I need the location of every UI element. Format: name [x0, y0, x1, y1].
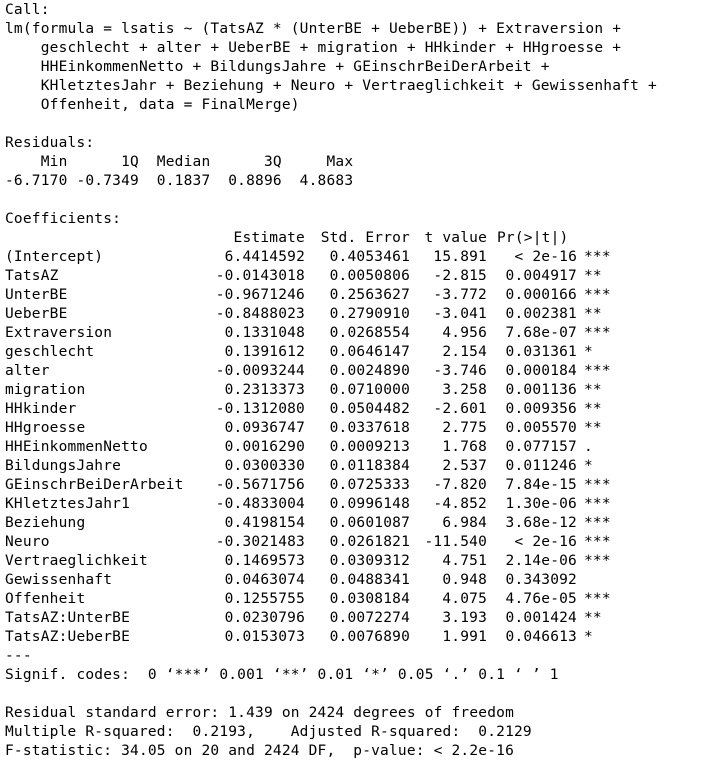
call-line: lm(formula = lsatis ~ (TatsAZ * (UnterBE + UeberBE)) + Extraversion + — [5, 21, 622, 37]
coef-estimate: 0.1469573 — [224, 553, 305, 569]
coef-p-value: 0.002381 — [505, 306, 577, 322]
table-row — [0, 514, 723, 533]
coef-std-error: 0.2790910 — [329, 306, 410, 322]
coef-std-error: 0.0725333 — [329, 477, 410, 493]
coef-estimate: 0.0016290 — [224, 439, 305, 455]
col-std-error: Std. Error — [320, 230, 410, 246]
coef-name: HHEinkommenNetto — [5, 439, 148, 455]
table-row — [0, 533, 723, 552]
call-line: geschlecht + alter + UeberBE + migration + HHkinder + HHgroesse + — [5, 40, 622, 56]
coef-t-value: -4.852 — [433, 496, 487, 512]
coef-signif: * — [584, 344, 593, 360]
coef-signif: *** — [584, 591, 611, 607]
coef-estimate: -0.1312080 — [215, 401, 305, 417]
coef-estimate: 0.1331048 — [224, 325, 305, 341]
coef-name: Gewissenhaft — [5, 572, 113, 588]
residuals-header: Min 1Q Median 3Q Max — [5, 154, 363, 170]
table-row — [0, 476, 723, 495]
coef-name: Beziehung — [5, 515, 86, 531]
coef-t-value: 0.948 — [442, 572, 487, 588]
table-row — [0, 419, 723, 438]
coef-signif: *** — [584, 287, 611, 303]
coef-estimate: 0.1391612 — [224, 344, 305, 360]
coef-t-value: -3.041 — [433, 306, 487, 322]
coef-p-value: 0.343092 — [505, 572, 577, 588]
coef-estimate: -0.3021483 — [215, 534, 305, 550]
coef-p-value: 0.011246 — [505, 458, 577, 474]
separator: --- — [5, 648, 32, 664]
coef-p-value: 0.000166 — [505, 287, 577, 303]
table-row — [0, 609, 723, 628]
coef-std-error: 0.0309312 — [329, 553, 410, 569]
coef-t-value: 4.956 — [442, 325, 487, 341]
coef-name: Offenheit — [5, 591, 86, 607]
coef-p-value: 0.000184 — [505, 363, 577, 379]
coef-signif: * — [584, 458, 593, 474]
table-row — [0, 571, 723, 590]
coef-std-error: 0.0504482 — [329, 401, 410, 417]
coef-std-error: 0.0308184 — [329, 591, 410, 607]
coef-p-value: 0.046613 — [505, 629, 577, 645]
coef-estimate: -0.8488023 — [215, 306, 305, 322]
coef-p-value: 0.031361 — [505, 344, 577, 360]
table-row — [0, 590, 723, 609]
coef-name: TatsAZ:UeberBE — [5, 629, 131, 645]
coef-t-value: 3.193 — [442, 610, 487, 626]
coef-signif: *** — [584, 477, 611, 493]
coef-t-value: -3.746 — [433, 363, 487, 379]
coef-signif: ** — [584, 382, 602, 398]
coef-std-error: 0.0710000 — [329, 382, 410, 398]
f-statistic: F-statistic: 34.05 on 20 and 2424 DF, p-value: < 2.2e-16 — [5, 743, 514, 759]
coef-t-value: 3.258 — [442, 382, 487, 398]
coef-p-value: 7.68e-07 — [505, 325, 577, 341]
table-row — [0, 495, 723, 514]
coef-std-error: 0.0337618 — [329, 420, 410, 436]
coef-signif: *** — [584, 553, 611, 569]
coef-signif: ** — [584, 268, 602, 284]
coef-name: TatsAZ:UnterBE — [5, 610, 131, 626]
coef-name: Neuro — [5, 534, 50, 550]
coef-name: KHletztesJahr1 — [5, 496, 131, 512]
coef-t-value: -2.601 — [433, 401, 487, 417]
coef-t-value: 6.984 — [442, 515, 487, 531]
coef-estimate: 0.4198154 — [224, 515, 305, 531]
coef-p-value: 0.005570 — [505, 420, 577, 436]
table-row — [0, 286, 723, 305]
coef-t-value: -3.772 — [433, 287, 487, 303]
coef-t-value: 2.154 — [442, 344, 487, 360]
coef-p-value: 3.68e-12 — [505, 515, 577, 531]
col-estimate: Estimate — [233, 230, 305, 246]
coef-std-error: 0.0488341 — [329, 572, 410, 588]
coef-name: UeberBE — [5, 306, 68, 322]
coef-signif: ** — [584, 420, 602, 436]
coef-std-error: 0.0024890 — [329, 363, 410, 379]
coef-t-value: 4.075 — [442, 591, 487, 607]
coefficients-label: Coefficients: — [5, 211, 122, 227]
coef-name: TatsAZ — [5, 268, 59, 284]
coef-signif — [584, 571, 624, 590]
coef-signif: * — [584, 629, 593, 645]
coef-signif: *** — [584, 515, 611, 531]
coef-estimate: -0.9671246 — [215, 287, 305, 303]
coef-std-error: 0.4053461 — [329, 249, 410, 265]
coef-name: UnterBE — [5, 287, 68, 303]
coef-t-value: 2.537 — [442, 458, 487, 474]
table-row — [0, 457, 723, 476]
coef-signif: *** — [584, 363, 611, 379]
coef-signif: ** — [584, 401, 602, 417]
coef-estimate: 0.1255755 — [224, 591, 305, 607]
signif-codes: Signif. codes: 0 ‘***’ 0.001 ‘**’ 0.01 ‘*’ 0.05 ‘.’ 0.1 ‘ ’ 1 — [5, 667, 559, 683]
coef-estimate: -0.4833004 — [215, 496, 305, 512]
coef-signif: . — [584, 439, 593, 455]
coef-estimate: 0.0463074 — [224, 572, 305, 588]
coef-std-error: 0.2563627 — [329, 287, 410, 303]
coef-std-error: 0.0072274 — [329, 610, 410, 626]
coef-name: (Intercept) — [5, 249, 104, 265]
coef-name: Vertraeglichkeit — [5, 553, 148, 569]
coef-p-value: 0.001424 — [505, 610, 577, 626]
call-label: Call: — [5, 2, 50, 18]
coef-estimate: 0.0153073 — [224, 629, 305, 645]
coef-std-error: 0.0268554 — [329, 325, 410, 341]
coef-p-value: 0.009356 — [505, 401, 577, 417]
coef-p-value: 4.76e-05 — [505, 591, 577, 607]
coef-std-error: 0.0601087 — [329, 515, 410, 531]
coef-name: alter — [5, 363, 50, 379]
coef-t-value: 4.751 — [442, 553, 487, 569]
coef-std-error: 0.0261821 — [329, 534, 410, 550]
coef-t-value: -11.540 — [424, 534, 487, 550]
coef-estimate: 0.2313373 — [224, 382, 305, 398]
table-row — [0, 343, 723, 362]
table-row — [0, 628, 723, 647]
table-row — [0, 267, 723, 286]
coef-estimate: -0.0143018 — [215, 268, 305, 284]
coef-estimate: 0.0300330 — [224, 458, 305, 474]
call-line: KHletztesJahr + Beziehung + Neuro + Vertraeglichkeit + Gewissenhaft + — [5, 78, 657, 94]
table-row — [0, 400, 723, 419]
coef-std-error: 0.0996148 — [329, 496, 410, 512]
coef-name: BildungsJahre — [5, 458, 122, 474]
coef-p-value: < 2e-16 — [514, 534, 577, 550]
coef-std-error: 0.0009213 — [329, 439, 410, 455]
coef-t-value: -7.820 — [433, 477, 487, 493]
coef-estimate: -0.0093244 — [215, 363, 305, 379]
coef-p-value: 1.30e-06 — [505, 496, 577, 512]
coef-t-value: 15.891 — [433, 249, 487, 265]
coef-p-value: 0.001136 — [505, 382, 577, 398]
coef-signif: *** — [584, 325, 611, 341]
col-t-value: t value — [424, 230, 487, 246]
coef-t-value: -2.815 — [433, 268, 487, 284]
coef-p-value: < 2e-16 — [514, 249, 577, 265]
r-squared: Multiple R-squared: 0.2193, Adjusted R-squared: 0.2129 — [5, 724, 541, 740]
coef-name: geschlecht — [5, 344, 95, 360]
coef-estimate: 6.4414592 — [224, 249, 305, 265]
coef-p-value: 7.84e-15 — [505, 477, 577, 493]
table-row — [0, 381, 723, 400]
coef-std-error: 0.0076890 — [329, 629, 410, 645]
coef-std-error: 0.0050806 — [329, 268, 410, 284]
call-line: Offenheit, data = FinalMerge) — [5, 97, 300, 113]
table-row — [0, 305, 723, 324]
coef-std-error: 0.0118384 — [329, 458, 410, 474]
coef-estimate: 0.0936747 — [224, 420, 305, 436]
call-line: HHEinkommenNetto + BildungsJahre + GEinschrBeiDerArbeit + — [5, 59, 550, 75]
coef-signif: ** — [584, 610, 602, 626]
coef-estimate: -0.5671756 — [215, 477, 305, 493]
table-row — [0, 324, 723, 343]
coef-name: HHgroesse — [5, 420, 86, 436]
coef-t-value: 1.768 — [442, 439, 487, 455]
col-p-value: Pr(>|t|) — [497, 230, 569, 246]
coef-signif: *** — [584, 496, 611, 512]
table-row — [0, 552, 723, 571]
coef-p-value: 0.077157 — [505, 439, 577, 455]
coef-p-value: 2.14e-06 — [505, 553, 577, 569]
coef-t-value: 1.991 — [442, 629, 487, 645]
coef-p-value: 0.004917 — [505, 268, 577, 284]
coef-name: Extraversion — [5, 325, 113, 341]
coef-estimate: 0.0230796 — [224, 610, 305, 626]
residual-standard-error: Residual standard error: 1.439 on 2424 degrees of freedom — [5, 705, 514, 721]
table-row — [0, 362, 723, 381]
coef-signif: *** — [584, 534, 611, 550]
coef-name: HHkinder — [5, 401, 77, 417]
table-row — [0, 438, 723, 457]
coef-name: GEinschrBeiDerArbeit — [5, 477, 184, 493]
table-row — [0, 248, 723, 267]
residuals-values: -6.7170 -0.7349 0.1837 0.8896 4.8683 — [5, 173, 363, 189]
coef-signif: ** — [584, 306, 602, 322]
coefficients-header — [0, 229, 723, 248]
residuals-label: Residuals: — [5, 135, 95, 151]
coef-std-error: 0.0646147 — [329, 344, 410, 360]
coef-t-value: 2.775 — [442, 420, 487, 436]
coef-signif: *** — [584, 249, 611, 265]
coef-name: migration — [5, 382, 86, 398]
